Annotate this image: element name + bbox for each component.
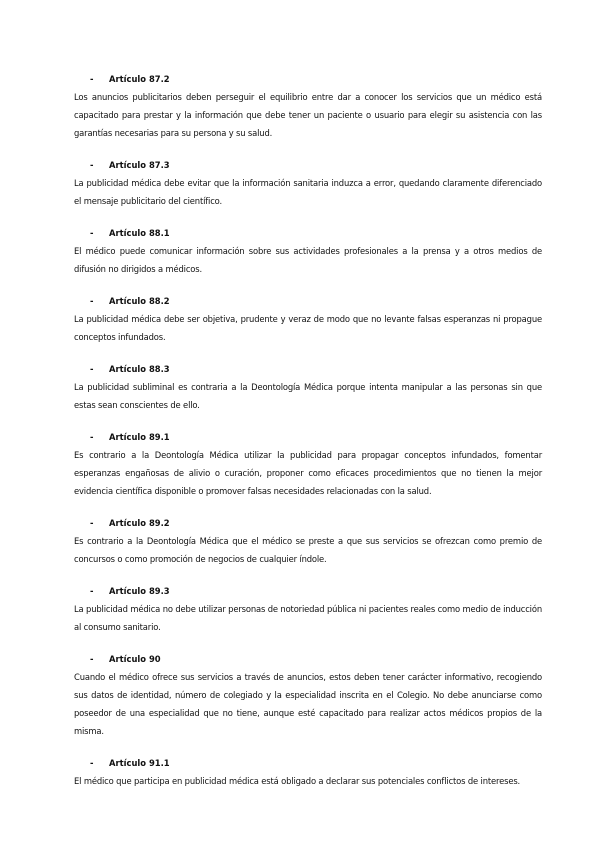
bullet-dash: - bbox=[90, 654, 94, 664]
article-title: Artículo 88.1 bbox=[109, 228, 170, 238]
document-page bbox=[74, 71, 542, 805]
bullet-dash: - bbox=[90, 758, 94, 768]
bullet-dash: - bbox=[90, 296, 94, 306]
article-title: Artículo 88.3 bbox=[109, 364, 170, 374]
article-text: Es contrario a la Deontología Médica que el médico se preste a que sus servicios se ofrezcan como premio de concursos o como promoción de negocios de cualquier índole. bbox=[74, 536, 542, 564]
bullet-dash: - bbox=[90, 518, 94, 528]
article-text: El médico puede comunicar información sobre sus actividades profesionales a la prensa y a otros medios de difusión no dirigidos a médicos. bbox=[74, 246, 542, 274]
article-heading bbox=[74, 651, 542, 668]
article-text: La publicidad médica debe evitar que la información sanitaria induzca a error, quedando claramente diferenciado el mensaje publicitario del científico. bbox=[74, 178, 542, 206]
article-heading bbox=[74, 157, 542, 174]
article-88-1 bbox=[74, 225, 542, 278]
article-text: La publicidad médica no debe utilizar personas de notoriedad pública ni pacientes reales como medio de inducción al consumo sanitario. bbox=[74, 604, 542, 632]
bullet-dash: - bbox=[90, 432, 94, 442]
article-heading bbox=[74, 361, 542, 378]
article-91-1 bbox=[74, 755, 542, 790]
article-heading bbox=[74, 293, 542, 310]
article-text: Cuando el médico ofrece sus servicios a través de anuncios, estos deben tener carácter informativo, recogiendo sus datos de identidad, número de colegiado y la especialidad inscrita en el Colegio. No debe anunciarse como poseedor de una especialidad que no tiene, aunque esté capacitado para realizar actos médicos propios de la misma. bbox=[74, 672, 542, 736]
article-heading bbox=[74, 583, 542, 600]
article-title: Artículo 89.2 bbox=[109, 518, 170, 528]
article-title: Artículo 87.3 bbox=[109, 160, 170, 170]
article-text: La publicidad médica debe ser objetiva, prudente y veraz de modo que no levante falsas esperanzas ni propague conceptos infundados. bbox=[74, 314, 542, 342]
article-text: Es contrario a la Deontología Médica utilizar la publicidad para propagar conceptos infundados, fomentar esperanzas engañosas de alivio o curación, proponer como eficaces procedimientos que no tienen la mejor evidencia científica disponible o promover falsas necesidades relacionadas con la salud. bbox=[74, 450, 542, 496]
article-87-2 bbox=[74, 71, 542, 142]
article-87-3 bbox=[74, 157, 542, 210]
article-title: Artículo 89.1 bbox=[109, 432, 170, 442]
article-heading bbox=[74, 429, 542, 446]
article-title: Artículo 87.2 bbox=[109, 74, 170, 84]
bullet-dash: - bbox=[90, 74, 94, 84]
article-88-2 bbox=[74, 293, 542, 346]
article-title: Artículo 88.2 bbox=[109, 296, 170, 306]
article-88-3 bbox=[74, 361, 542, 414]
article-title: Artículo 91.1 bbox=[109, 758, 170, 768]
article-text: Los anuncios publicitarios deben perseguir el equilibrio entre dar a conocer los servicios que un médico está capacitado para prestar y la información que debe tener un paciente o usuario para elegir su asistencia con las garantías necesarias para su persona y su salud. bbox=[74, 92, 542, 138]
bullet-dash: - bbox=[90, 160, 94, 170]
article-heading bbox=[74, 225, 542, 242]
article-text: La publicidad subliminal es contraria a la Deontología Médica porque intenta manipular a las personas sin que estas sean conscientes de ello. bbox=[74, 382, 542, 410]
article-heading bbox=[74, 71, 542, 88]
article-heading bbox=[74, 515, 542, 532]
bullet-dash: - bbox=[90, 228, 94, 238]
article-title: Artículo 90 bbox=[109, 654, 161, 664]
article-text: El médico que participa en publicidad médica está obligado a declarar sus potenciales conflictos de intereses. bbox=[74, 776, 521, 786]
bullet-dash: - bbox=[90, 586, 94, 596]
article-89-3 bbox=[74, 583, 542, 636]
bullet-dash: - bbox=[90, 364, 94, 374]
article-90 bbox=[74, 651, 542, 740]
article-title: Artículo 89.3 bbox=[109, 586, 170, 596]
article-89-1 bbox=[74, 429, 542, 500]
article-heading bbox=[74, 755, 542, 772]
article-89-2 bbox=[74, 515, 542, 568]
